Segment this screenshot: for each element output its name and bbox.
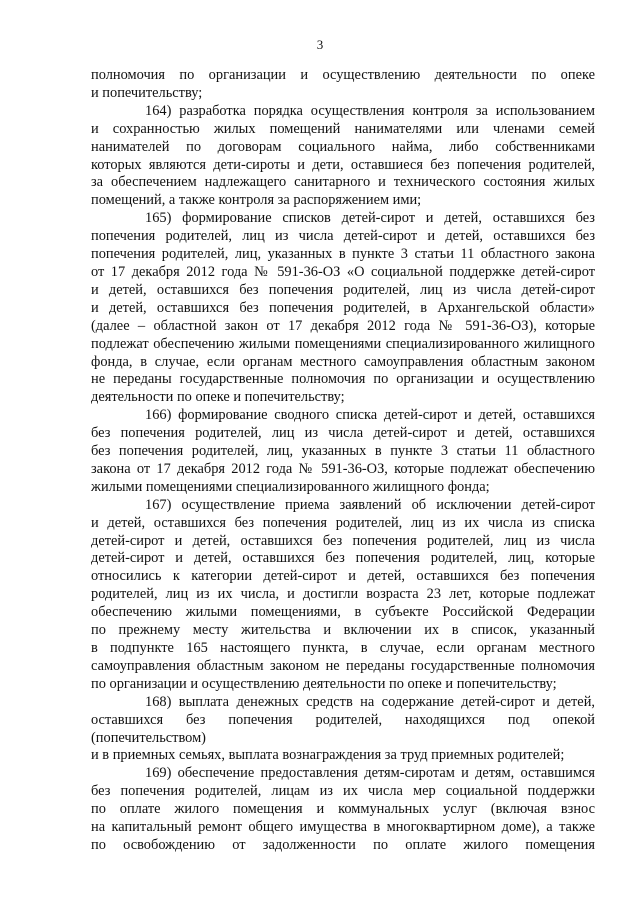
- text-line: закона от 17 декабря 2012 года № 591-36-ОЗ, которые подлежат обеспечению: [91, 460, 595, 477]
- text-line: и детей, оставшихся без попечения родителей, лиц из их числа из списка: [91, 514, 595, 531]
- text-line: без попечения родителей, лиц, указанных в пункте 3 статьи 11 областного: [91, 443, 595, 460]
- text-line: и детей, оставшихся без попечения родителей, в Архангельской области»: [91, 299, 595, 316]
- text-line: и попечительству;: [91, 84, 203, 101]
- text-line: детей-сирот и детей, оставшихся без попечения родителей, лиц из числа: [91, 532, 595, 549]
- text-line: попечения родителей, лиц из числа детей-сирот и детей, оставшихся без: [91, 228, 595, 245]
- text-line: оставшихся без попечения родителей, находящихся под опекой (попечительством): [91, 711, 595, 746]
- text-line: 168) выплата денежных средств на содержание детей-сирот и детей,: [145, 693, 595, 710]
- text-line: деятельности по опеке и попечительству;: [91, 389, 345, 406]
- text-line: (далее – областной закон от 17 декабря 2012 года № 591-36-ОЗ), которые: [91, 317, 595, 334]
- text-line: по освобождению от задолженности по оплате жилого помещения: [91, 836, 595, 853]
- text-line: нанимателей по договорам социального найма, либо собственниками: [91, 138, 595, 155]
- text-line: обеспечению жилыми помещениями, в субъекте Российской Федерации: [91, 604, 595, 621]
- text-line: подлежат обеспечению жилыми помещениями специализированного жилищного: [91, 335, 595, 352]
- text-line: самоуправления областным законом не переданы государственные полномочия: [91, 657, 595, 674]
- text-line: которых являются дети-сироты и дети, оставшиеся без попечения родителей,: [91, 156, 595, 173]
- text-line: и в приемных семьях, выплата вознаграждения за труд приемных родителей;: [91, 747, 565, 764]
- text-line: на капитальный ремонт общего имущества в многоквартирном доме), а также: [91, 819, 595, 836]
- text-line: относились к категории детей-сирот и детей, оставшихся без попечения: [91, 568, 595, 585]
- text-line: фонда, в случае, если органам местного самоуправления областным законом: [91, 353, 595, 370]
- text-line: по оплате жилого помещения и коммунальных услуг (включая взнос: [91, 801, 595, 818]
- text-line: попечения родителей, лиц, указанных в пункте 3 статьи 11 областного закона: [91, 246, 595, 263]
- text-line: не переданы государственные полномочия по организации и осуществлению: [91, 371, 595, 388]
- document-body: [91, 67, 595, 855]
- text-line: за обеспечением надлежащего санитарного и технического состояния жилых: [91, 174, 595, 191]
- text-line: и детей, оставшихся без попечения родителей, лиц из числа детей-сирот: [91, 281, 595, 298]
- page-number: 3: [316, 37, 324, 52]
- text-line: 165) формирование списков детей-сирот и детей, оставшихся без: [145, 210, 595, 227]
- text-line: помещений, а также контроля за распоряжением ими;: [91, 192, 422, 209]
- text-line: по прежнему месту жительства и включении их в список, указанный: [91, 622, 595, 639]
- text-line: и сохранностью жилых помещений нанимателями или членами семей: [91, 120, 595, 137]
- text-line: без попечения родителей, лиц из числа детей-сирот и детей, оставшихся: [91, 425, 595, 442]
- text-line: 166) формирование сводного списка детей-сирот и детей, оставшихся: [145, 407, 595, 424]
- text-line: полномочия по организации и осуществлению деятельности по опеке: [91, 67, 595, 83]
- text-line: в подпункте 165 настоящего пункта, в случае, если органам местного: [91, 640, 595, 656]
- text-line: 167) осуществление приема заявлений об исключении детей-сирот: [145, 496, 595, 513]
- text-line: 164) разработка порядка осуществления контроля за использованием: [145, 102, 595, 119]
- text-line: без попечения родителей, лицам из их числа мер социальной поддержки: [91, 783, 595, 800]
- text-line: 169) обеспечение предоставления детям-сиротам и детям, оставшимся: [145, 765, 595, 782]
- text-line: родителей, лиц из их числа, и достигли возраста 23 лет, которые подлежат: [91, 586, 595, 603]
- text-line: по организации и осуществлению деятельности по опеке и попечительству;: [91, 675, 557, 692]
- text-line: жилыми помещениями специализированного жилищного фонда;: [91, 478, 490, 495]
- text-line: от 17 декабря 2012 года № 591-36-ОЗ «О социальной поддержке детей-сирот: [91, 263, 595, 280]
- text-line: детей-сирот и детей, оставшихся без попечения родителей, лиц, которые: [91, 550, 595, 567]
